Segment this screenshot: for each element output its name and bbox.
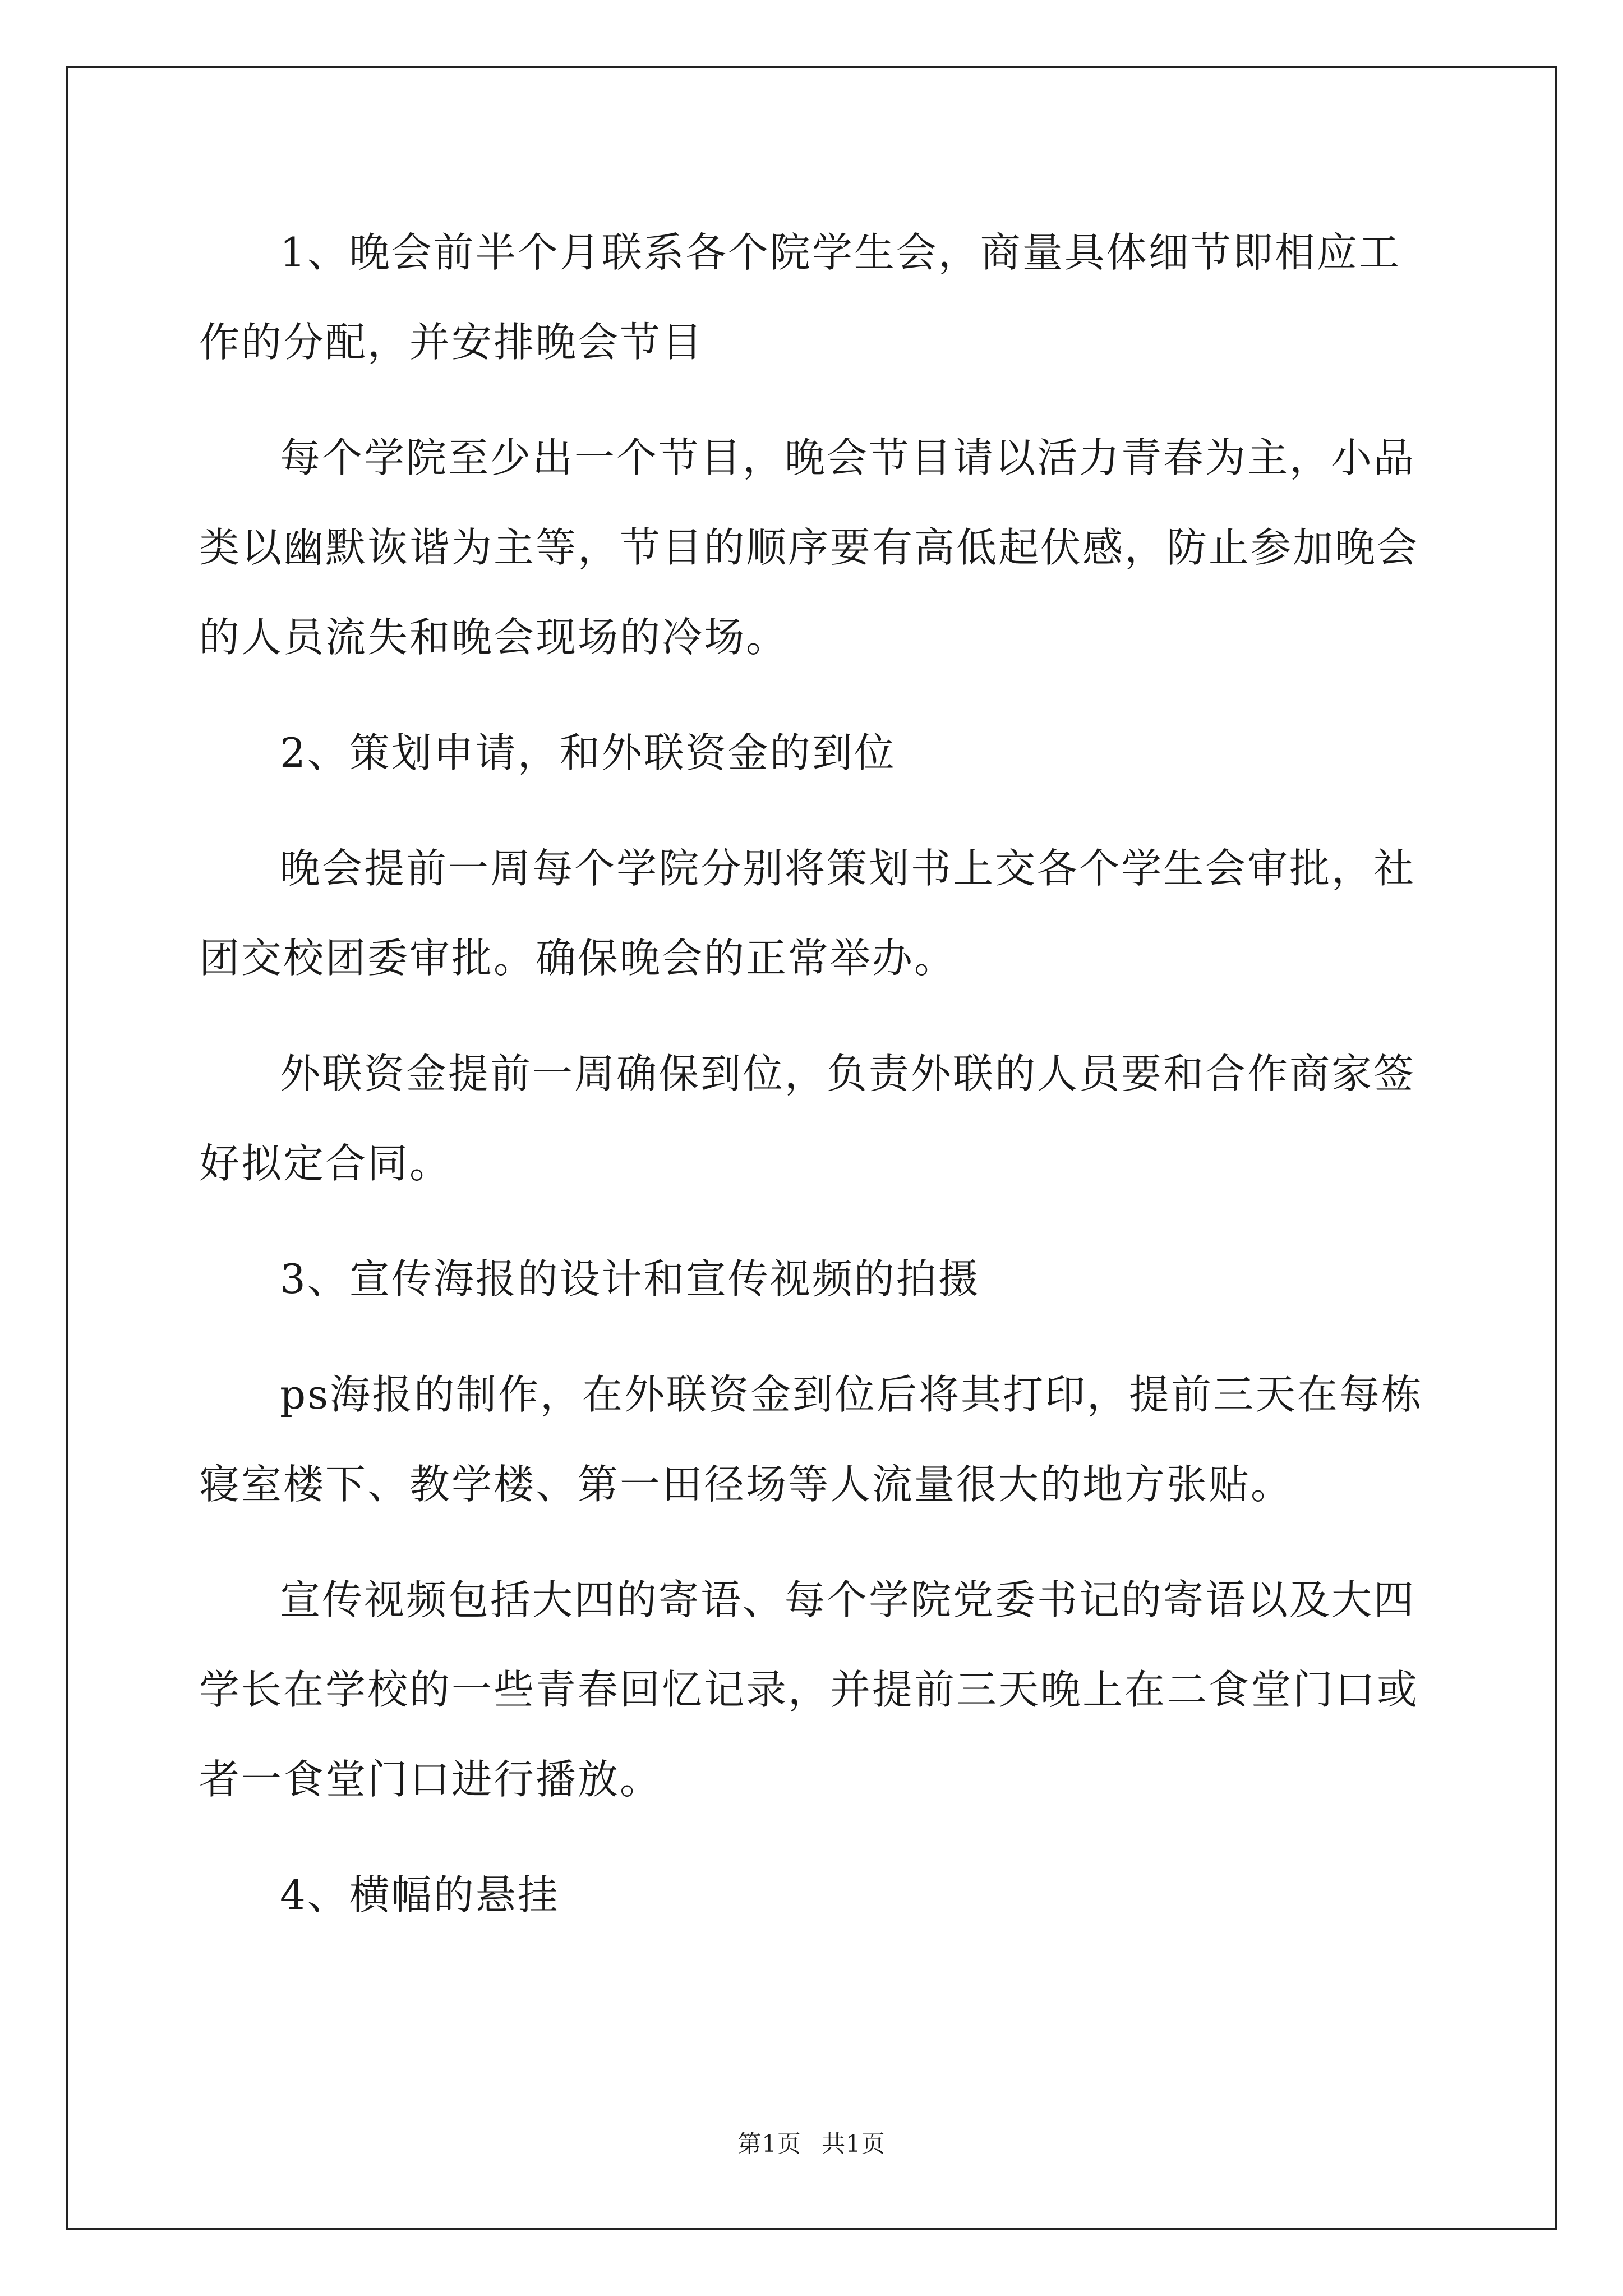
paragraph: 每个学院至少出一个节目，晚会节目请以活力青春为主，小品类以幽默诙谐为主等，节目的顺序要有高低起伏感，防止参加晚会的人员流失和晚会现场的冷场。 [199,434,1419,661]
section-heading-3: 3、宣传海报的设计和宣传视频的拍摄 [280,1255,980,1303]
page-total: 共1页 [822,2130,886,2157]
section-heading-2: 2、策划申请，和外联资金的到位 [280,729,896,776]
section-heading-4: 4、横幅的悬挂 [280,1871,560,1918]
paragraph: 晚会提前一周每个学院分别将策划书上交各个学生会审批，社团交校团委审批。确保晚会的正常举办。 [199,845,1416,982]
page-number: 第1页 [737,2130,801,2157]
document-body [199,208,1433,1940]
paragraph: 宣传视频包括大四的寄语、每个学院党委书记的寄语以及大四学长在学校的一些青春回忆记录，并提前三天晚上在二食堂门口或者一食堂门口进行播放。 [199,1576,1419,1803]
paragraph: 外联资金提前一周确保到位，负责外联的人员要和合作商家签好拟定合同。 [199,1050,1416,1187]
section-heading-1: 1、晚会前半个月联系各个院学生会，商量具体细节即相应工作的分配，并安排晚会节目 [199,229,1401,366]
paragraph: ps海报的制作，在外联资金到位后将其打印，提前三天在每栋寝室楼下、教学楼、第一田径场等人流量很大的地方张贴。 [199,1371,1424,1508]
page-footer [0,2127,1623,2161]
